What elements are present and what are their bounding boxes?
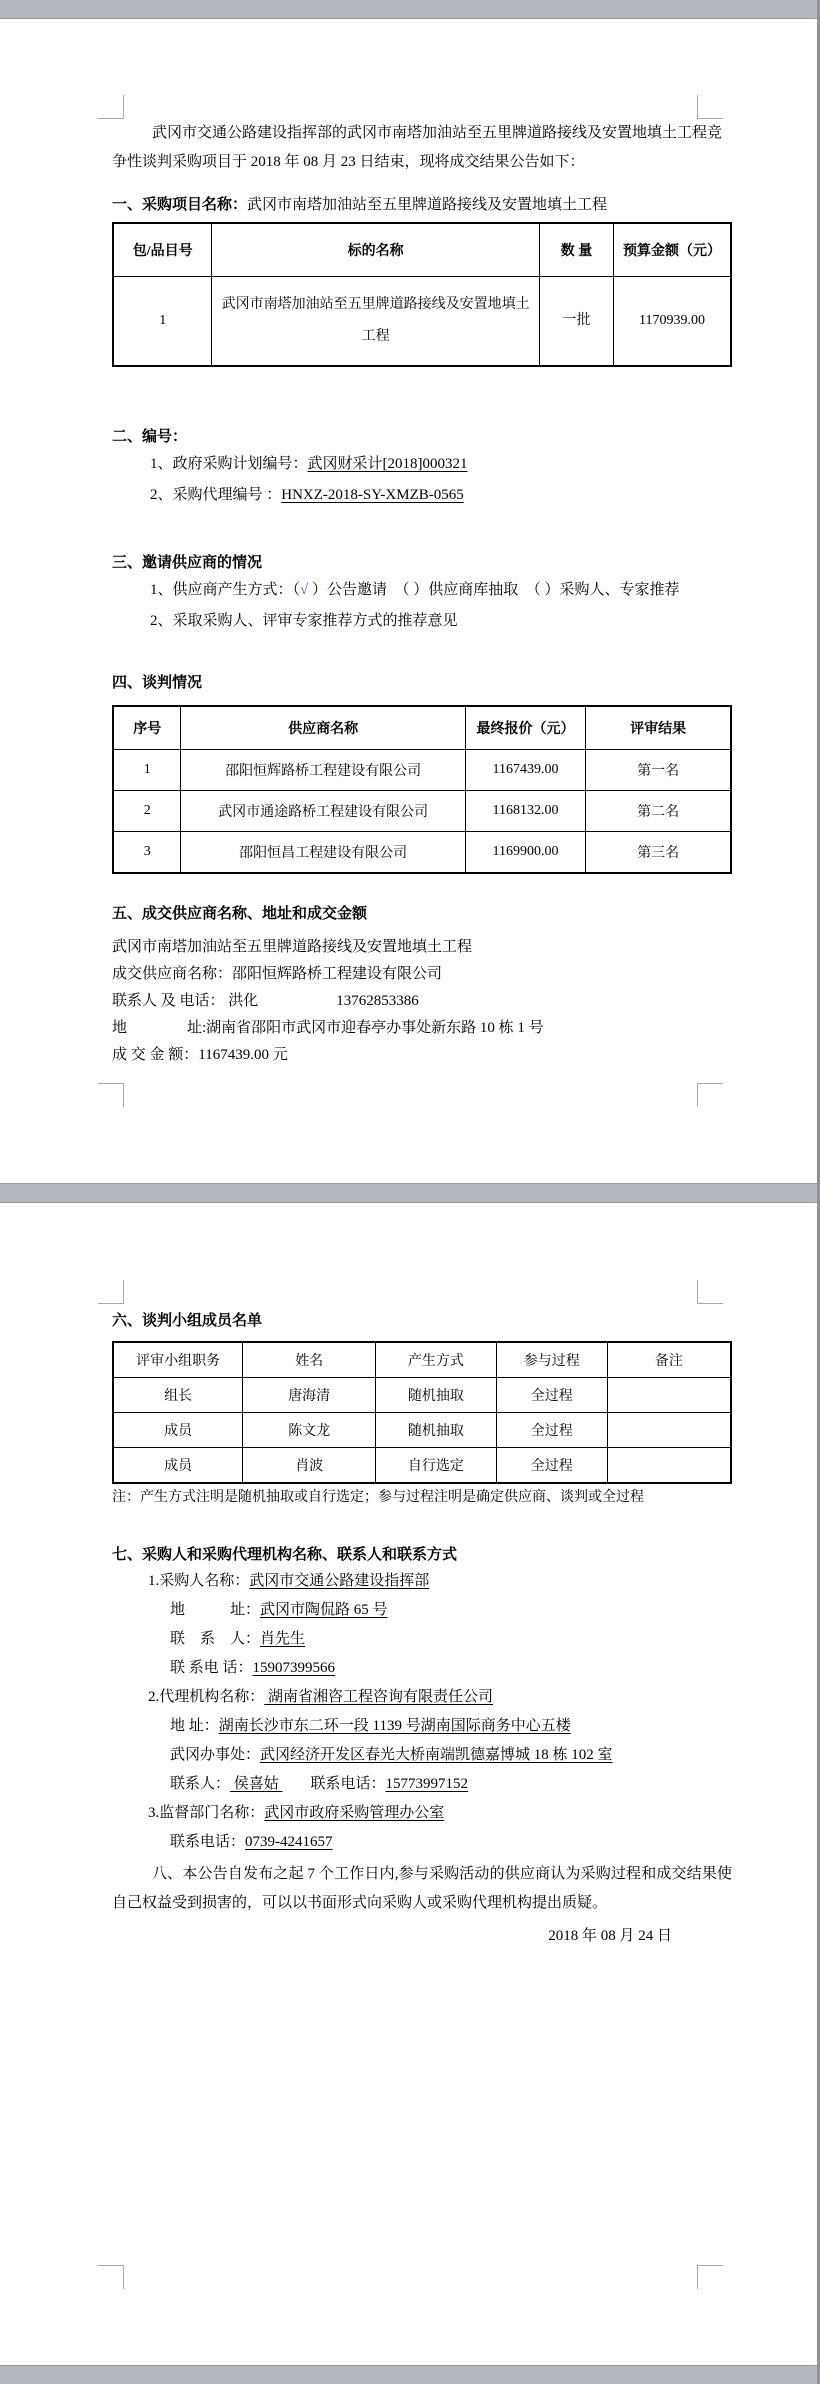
buyer-name-label: 1.采购人名称： [148,1573,250,1589]
table-cell: 成员 [113,1413,243,1448]
agent-name-line [112,1683,732,1712]
header-cell: 包/品目号 [113,223,212,277]
header-cell: 评审小组职务 [113,1342,243,1378]
buyer-contact-line [112,1625,732,1654]
table-cell: 肖波 [243,1448,376,1484]
award-amount-line: 成 交 金 额：1167439.00 元 [112,1047,288,1063]
section-5-heading: 五、成交供应商名称、地址和成交金额 [112,906,368,922]
header-cell: 备注 [607,1342,731,1378]
crop-mark-top-left [98,1280,124,1304]
crop-mark-bottom-left [98,2265,124,2289]
buyer-contact-value: 肖先生 [260,1631,306,1647]
buyer-address-label: 地 址： [170,1602,261,1618]
intro-paragraph: 武冈市交通公路建设指挥部的武冈市南塔加油站至五里牌道路接线及安置地填土工程竞争性谈判采购项目于 2018 年 08 月 23 日结束，现将成交结果公告如下： [112,125,723,170]
award-contact-line [112,988,732,1015]
table-cell: 全过程 [496,1378,607,1413]
supervisor-phone-label: 联系电话： [170,1834,246,1850]
section-1-label: 一、采购项目名称： [112,197,248,213]
table-cell: 武冈市南塔加油站至五里牌道路接线及安置地填土工程 [212,277,540,367]
panel-note: 注：产生方式注明是随机抽取或自行选定；参与过程注明是确定供应商、谈判或全过程 [112,1490,644,1505]
table-cell: 第三名 [586,832,731,874]
procurement-item-table [112,222,732,367]
table-cell: 第一名 [586,750,731,791]
table-row [113,791,731,832]
buyer-contact-label: 联 系 人： [170,1631,261,1647]
table-cell: 1 [113,277,212,367]
table-cell: 1167439.00 [465,750,586,791]
negotiation-result-table [112,705,732,874]
table-cell: 武冈市通途路桥工程建设有限公司 [181,791,465,832]
table-row [113,750,731,791]
table-cell: 成员 [113,1448,243,1484]
table-cell: 一批 [539,277,613,367]
supplier-source-prefix: 1、供应商产生方式：（ [150,582,301,598]
section-3-heading: 三、邀请供应商的情况 [112,555,263,571]
crop-mark-bottom-right [697,1083,723,1107]
agent-contact-line [112,1770,732,1799]
page-gap-middle [0,1183,820,1203]
supplier-source-options: ）公告邀请 （ ）供应商库抽取 （ ）采购人、专家推荐 [308,582,680,598]
table-cell: 唐海清 [243,1378,376,1413]
header-cell: 评审结果 [586,706,731,750]
agent-office-label: 武冈办事处： [170,1747,261,1763]
table-cell: 3 [113,832,181,874]
recommendation-line: 2、采取采购人、评审专家推荐方式的推荐意见 [150,613,458,629]
section-1-heading [112,193,732,214]
supervisor-phone-line [112,1828,732,1857]
panel-member-table [112,1341,732,1484]
agency-number-line [112,480,732,511]
award-address-line: 地 址:湖南省邵阳市武冈市迎春亭办事处新东路 10 栋 1 号 [112,1020,544,1036]
crop-mark-top-right [697,95,723,119]
section-8-paragraph: 八、本公告自发布之起 7 个工作日内,参与采购活动的供应商认为采购过程和成交结果使自己权益受到损害的，可以以书面形式向采购人或采购代理机构提出质疑。 [112,1866,732,1911]
buyer-name-value: 武冈市交通公路建设指挥部 [249,1573,430,1589]
table-row [113,1413,731,1448]
page-1 [0,19,820,1183]
agent-address-value: 湖南长沙市东二环一段 1139 号湖南国际商务中心五楼 [218,1718,571,1734]
table-cell: 1168132.00 [465,791,586,832]
table-cell: 1169900.00 [465,832,586,874]
supervisor-name-line [112,1799,732,1828]
header-cell: 数 量 [539,223,613,277]
table-cell: 1170939.00 [614,277,731,367]
page-gap-bottom [0,2365,820,2384]
table-cell: 自行选定 [376,1448,497,1484]
table-cell: 邵阳恒辉路桥工程建设有限公司 [181,750,465,791]
section-2-heading: 二、编号： [112,429,188,445]
table-cell: 全过程 [496,1448,607,1484]
section-6-heading: 六、谈判小组成员名单 [112,1313,263,1329]
plan-number-line [112,449,732,480]
agent-contact-label: 联系人： [170,1776,231,1792]
plan-number-value: 武冈财采计[2018]000321 [307,456,468,472]
buyer-phone-line [112,1654,732,1683]
award-contact-label: 联系人 及 电话： 洪化 [112,993,259,1009]
supervisor-phone-value: 0739-4241657 [245,1834,333,1850]
supervisor-name-label: 3.监督部门名称： [148,1805,265,1821]
header-cell: 最终报价（元） [465,706,586,750]
agency-number-value: HNXZ-2018-SY-XMZB-0565 [281,487,464,503]
section-7-heading: 七、采购人和采购代理机构名称、联系人和联系方式 [112,1547,458,1563]
table-cell: 随机抽取 [376,1413,497,1448]
announcement-date: 2018 年 08 月 24 日 [548,1928,672,1944]
table-row [113,1378,731,1413]
section-4-heading: 四、谈判情况 [112,675,203,691]
buyer-name-line [112,1567,732,1596]
supervisor-name-value: 武冈市政府采购管理办公室 [264,1805,445,1821]
header-cell: 预算金额（元） [614,223,731,277]
table-cell: 陈文龙 [243,1413,376,1448]
checkmark-icon: √ [300,582,309,598]
header-cell: 产生方式 [376,1342,497,1378]
table-cell: 第二名 [586,791,731,832]
agent-address-label: 地 址： [170,1718,219,1734]
table-cell: 组长 [113,1378,243,1413]
crop-mark-top-right [697,1280,723,1304]
supplier-source-line [112,575,732,606]
buyer-phone-label: 联 系电 话： [170,1660,253,1676]
page-1-content [0,19,820,1069]
section-1-value: 武冈市南塔加油站至五里牌道路接线及安置地填土工程 [247,197,608,213]
crop-mark-bottom-right [697,2265,723,2289]
header-cell: 姓名 [243,1342,376,1378]
table-row [113,1448,731,1484]
agency-number-label: 2、采购代理编号 ： [150,487,282,503]
table-cell [607,1448,731,1484]
header-cell: 供应商名称 [181,706,465,750]
header-cell: 参与过程 [496,1342,607,1378]
table-cell [607,1413,731,1448]
award-contact-phone: 13762853386 [336,993,419,1009]
table-cell: 全过程 [496,1413,607,1448]
page-2-content [0,1203,820,1951]
table-cell: 1 [113,750,181,791]
header-cell: 标的名称 [212,223,540,277]
agent-phone-label: 联系电话： [310,1776,386,1792]
crop-mark-top-left [98,95,124,119]
table-header-row [113,706,731,750]
table-row [113,277,731,367]
plan-number-label: 1、政府采购计划编号： [150,456,308,472]
table-row [113,832,731,874]
table-header-row [113,1342,731,1378]
crop-mark-bottom-left [98,1083,124,1107]
agent-phone-value: 15773997152 [385,1776,469,1792]
table-cell [607,1378,731,1413]
table-cell: 2 [113,791,181,832]
table-cell: 随机抽取 [376,1378,497,1413]
award-project-line: 武冈市南塔加油站至五里牌道路接线及安置地填土工程 [112,939,473,955]
header-cell: 序号 [113,706,181,750]
agent-office-value: 武冈经济开发区春光大桥南端凯德嘉博城 18 栋 102 室 [260,1747,613,1763]
agent-address-line [112,1712,732,1741]
buyer-address-line [112,1596,732,1625]
award-supplier-line: 成交供应商名称：邵阳恒辉路桥工程建设有限公司 [112,966,443,982]
buyer-address-value: 武冈市陶侃路 65 号 [260,1602,388,1618]
buyer-phone-value: 15907399566 [252,1660,336,1676]
table-cell: 邵阳恒昌工程建设有限公司 [181,832,465,874]
agent-name-label: 2.代理机构名称： [148,1689,265,1705]
agent-name-value: 湖南省湘咨工程咨询有限责任公司 [264,1689,494,1705]
table-header-row [113,223,731,277]
page-gap-top [0,0,820,19]
agent-contact-value: 侯喜姑 [230,1776,283,1792]
agent-office-line [112,1741,732,1770]
page-2 [0,1203,820,2365]
